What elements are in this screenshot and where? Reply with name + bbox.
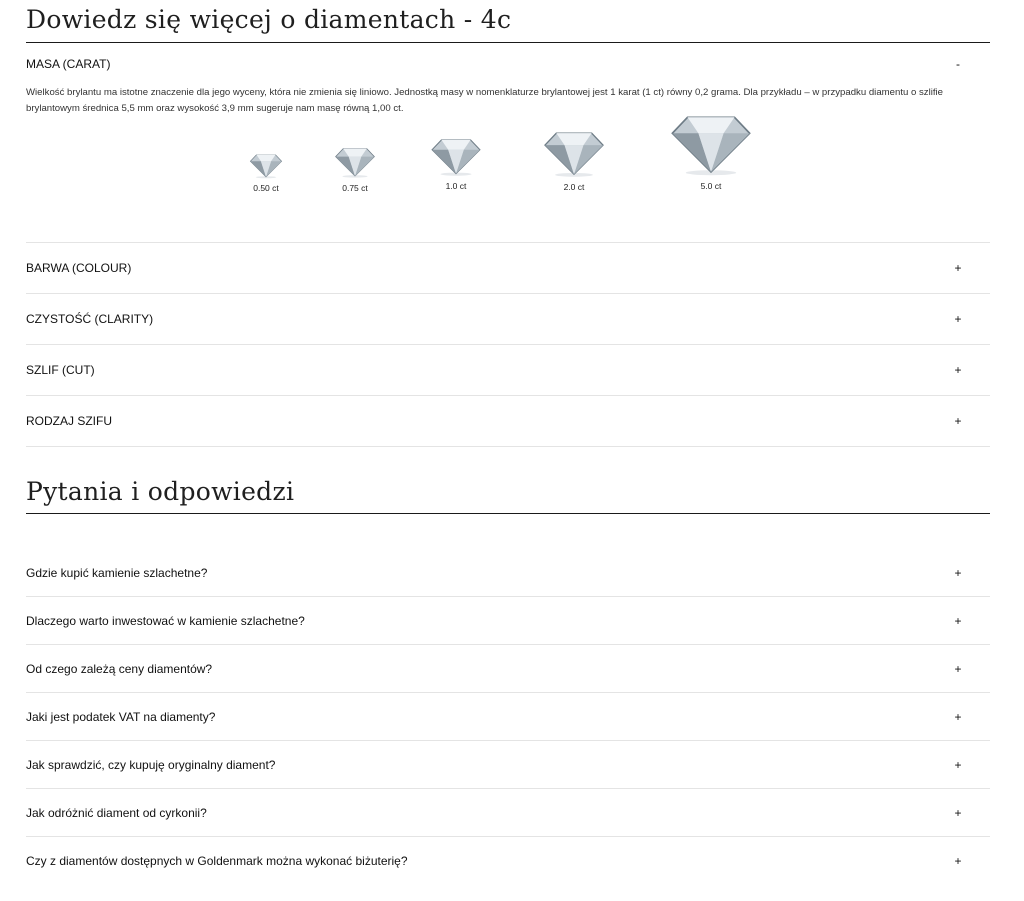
diamond-icon: [669, 113, 753, 177]
accordion-label: SZLIF (CUT): [26, 363, 95, 377]
accordion-label: MASA (CARAT): [26, 57, 111, 71]
faq-question: Od czego zależą ceny diamentów?: [26, 661, 213, 676]
accordion-label: RODZAJ SZIFU: [26, 414, 112, 428]
diamond-2-0ct: [540, 130, 608, 192]
diamond-5-0ct: [666, 113, 756, 191]
expand-icon[interactable]: +: [954, 312, 962, 326]
accordion-carat-header[interactable]: [26, 45, 990, 83]
faq-item[interactable]: [26, 549, 990, 597]
faq-item[interactable]: [26, 789, 990, 837]
diamond-label: 2.0 ct: [563, 182, 585, 192]
carat-description: Wielkość brylantu ma istotne znaczenie dla jego wyceny, która nie zmienia się liniowo. Jednostką masy w nomenklaturze brylantowej jest 1 karat (1 ct) równy 0,2 grama. Dla przykładu – w przypadku diamentu o szlifie brylantowym średnica 5,5 mm oraz wysokość 3,9 mm sugeruje nam masę równą 1,00 ct.: [26, 87, 943, 114]
accordion-label: CZYSTOŚĆ (CLARITY): [26, 312, 154, 326]
diamond-label: 0.50 ct: [253, 183, 279, 193]
expand-icon[interactable]: +: [954, 757, 962, 772]
expand-icon[interactable]: +: [954, 805, 962, 820]
faq-question: Jaki jest podatek VAT na diamenty?: [26, 709, 216, 724]
expand-icon[interactable]: +: [954, 853, 962, 868]
diamond-label: 5.0 ct: [700, 181, 722, 191]
faq-question: Czy z diamentów dostępnych w Goldenmark można wykonać biżuterię?: [26, 853, 408, 868]
diamond-label: 0.75 ct: [342, 183, 368, 193]
faq-question: Gdzie kupić kamienie szlachetne?: [26, 565, 208, 580]
faq-item[interactable]: [26, 597, 990, 645]
diamond-0-50ct: [248, 153, 284, 193]
accordion-cut-type-header[interactable]: [26, 396, 990, 447]
expand-icon[interactable]: +: [954, 414, 962, 428]
diamond-icon: [249, 153, 283, 179]
expand-icon[interactable]: +: [954, 261, 962, 275]
diamond-0-75ct: [332, 146, 378, 193]
section-4c-title: Dowiedz się więcej o diamentach - 4c: [26, 0, 990, 43]
accordion-cut-header[interactable]: [26, 345, 990, 396]
faq-question: Jak odróżnić diament od cyrkonii?: [26, 805, 207, 820]
accordion-clarity-header[interactable]: [26, 294, 990, 345]
diamond-icon: [334, 146, 376, 179]
accordion-colour-header[interactable]: [26, 243, 990, 294]
faq-item[interactable]: [26, 693, 990, 741]
page-content: [26, 0, 990, 884]
accordion-label: BARWA (COLOUR): [26, 261, 132, 275]
faq-item[interactable]: [26, 645, 990, 693]
expand-icon[interactable]: +: [954, 565, 962, 580]
accordion-carat-body: [26, 83, 990, 243]
expand-icon[interactable]: +: [954, 613, 962, 628]
faq-list: [26, 549, 990, 884]
carat-size-illustration: [26, 117, 990, 242]
faq-item[interactable]: [26, 837, 990, 884]
faq-title: Pytania i odpowiedzi: [26, 477, 990, 514]
diamond-icon: [430, 137, 482, 177]
faq-question: Dlaczego warto inwestować w kamienie szlachetne?: [26, 613, 305, 628]
faq-question: Jak sprawdzić, czy kupuję oryginalny diament?: [26, 757, 276, 772]
expand-icon[interactable]: +: [954, 661, 962, 676]
expand-icon[interactable]: +: [954, 709, 962, 724]
expand-icon[interactable]: +: [954, 363, 962, 377]
diamond-1-0ct: [428, 137, 484, 191]
faq-item[interactable]: [26, 741, 990, 789]
diamond-icon: [542, 130, 606, 178]
collapse-icon[interactable]: -: [956, 57, 960, 71]
diamond-label: 1.0 ct: [445, 181, 467, 191]
